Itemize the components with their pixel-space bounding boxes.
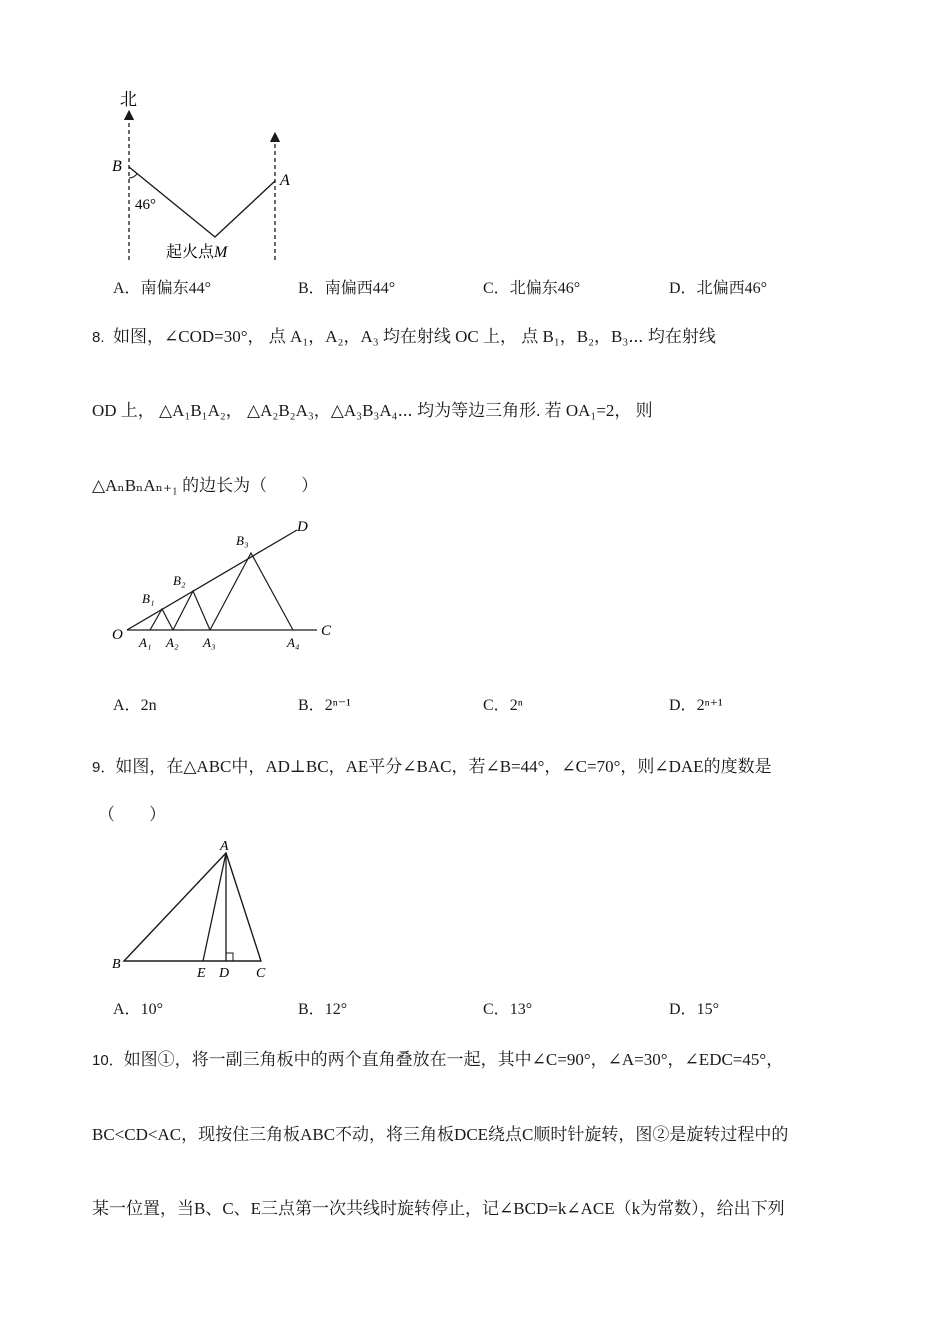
label-C: C	[256, 966, 266, 981]
q9-line-2: （ ）	[98, 805, 166, 824]
option-letter: D．	[669, 697, 697, 714]
q8-text-1: 如图，∠COD=30°， 点 A₁，A₂，A₃ 均在射线 OC 上， 点 B₁，B₂，B₃⋯ 均在射线	[113, 327, 716, 346]
label-O: O	[112, 627, 123, 643]
right-angle-mark	[226, 953, 233, 961]
q9-option-b[interactable]	[298, 999, 347, 1021]
q8-line-2: OD 上， △A₁B₁A₂， △A₂B₂A₃，△A₃B₃A₄⋯ 均为等边三角形. 若 OA₁=2， 则	[92, 401, 653, 420]
option-letter: A．	[113, 697, 141, 714]
compass-figure	[100, 85, 320, 265]
triangle-3	[210, 553, 293, 630]
option-letter: A．	[113, 1001, 141, 1018]
label-B2: B₂	[173, 573, 186, 588]
q8-number: 8.	[92, 329, 105, 346]
angle-arc	[129, 174, 137, 178]
equilateral-chain-figure	[105, 515, 345, 665]
q9-option-c[interactable]	[483, 999, 532, 1021]
q10-line-2: BC<CD<AC，现按住三角板ABC不动，将三角板DCE绕点C顺时针旋转，图②是旋转过程中的	[92, 1125, 789, 1144]
q8-line-3: △AₙBₙAₙ₊₁ 的边长为（ ）	[92, 476, 319, 495]
option-letter: B．	[298, 697, 325, 714]
q9-option-a[interactable]	[113, 999, 163, 1021]
q8-option-a[interactable]	[113, 695, 157, 717]
q10-number: 10．	[92, 1052, 124, 1069]
triangle-2	[173, 591, 210, 630]
option-letter: C．	[483, 280, 510, 297]
label-A4: A₄	[287, 635, 300, 650]
q8-line-1	[92, 326, 716, 349]
label-B: B	[112, 957, 121, 972]
angle-label: 46°	[135, 197, 156, 213]
label-C: C	[321, 623, 332, 639]
q10-text-1: 如图①，将一副三角板中的两个直角叠放在一起，其中∠C=90°，∠A=30°，∠EDC=45°，	[123, 1050, 784, 1069]
label-A: A	[280, 172, 290, 189]
label-A: A	[220, 839, 229, 854]
option-text: 2ⁿ	[509, 697, 523, 714]
q8-option-d[interactable]	[669, 695, 723, 717]
option-letter: B．	[298, 280, 325, 297]
ray-OD	[127, 530, 297, 630]
label-A1: A₁	[139, 635, 152, 650]
angle-bisector-AE	[203, 853, 226, 961]
q7-option-a[interactable]	[113, 278, 211, 300]
label-D: D	[219, 966, 230, 981]
option-text: 北偏东46°	[509, 280, 581, 297]
option-text: 2ⁿ⁻¹	[324, 697, 351, 714]
option-text: 北偏西46°	[696, 280, 767, 297]
north-label: 北	[120, 90, 137, 109]
option-text: 南偏西44°	[324, 280, 396, 297]
triangle-1	[150, 609, 173, 630]
label-D: D	[297, 519, 308, 535]
q9-text-1: 如图，在△ABC中，AD⊥BC，AE平分∠BAC，若∠B=44°，∠C=70°，则∠DAE的度数是	[115, 757, 772, 776]
label-A2: A₂	[166, 635, 179, 650]
label-A3: A₃	[203, 635, 216, 650]
q7-option-c[interactable]	[483, 278, 580, 300]
triangle-ABC	[124, 853, 261, 961]
q7-option-b[interactable]	[298, 278, 395, 300]
option-text: 2n	[140, 697, 157, 714]
label-B3: B₃	[236, 533, 249, 548]
option-text: 南偏东44°	[140, 280, 211, 297]
option-letter: B．	[298, 1001, 325, 1018]
q10-line-1	[92, 1049, 783, 1072]
q8-option-b[interactable]	[298, 695, 351, 717]
q7-option-d[interactable]	[669, 278, 767, 300]
option-letter: C．	[483, 1001, 510, 1018]
option-text: 13°	[509, 1001, 533, 1018]
option-text: 2ⁿ⁺¹	[696, 697, 723, 714]
option-text: 12°	[324, 1001, 348, 1018]
q8-option-c[interactable]	[483, 695, 523, 717]
q9-number: 9．	[92, 759, 116, 776]
label-B: B	[112, 158, 122, 175]
label-E: E	[197, 966, 206, 981]
fire-point-label: 起火点M	[166, 244, 228, 261]
option-letter: D．	[669, 1001, 697, 1018]
q10-line-3: 某一位置，当B、C、E三点第一次共线时旋转停止，记∠BCD=k∠ACE（k为常数），给出下列	[92, 1199, 785, 1218]
q9-line-1	[92, 756, 772, 779]
label-B1: B₁	[142, 591, 155, 606]
triangle-abc-figure	[105, 835, 285, 985]
q9-option-d[interactable]	[669, 999, 719, 1021]
option-letter: A．	[113, 280, 141, 297]
option-text: 15°	[696, 1001, 719, 1018]
option-letter: C．	[483, 697, 510, 714]
option-letter: D．	[669, 280, 697, 297]
option-text: 10°	[140, 1001, 163, 1018]
